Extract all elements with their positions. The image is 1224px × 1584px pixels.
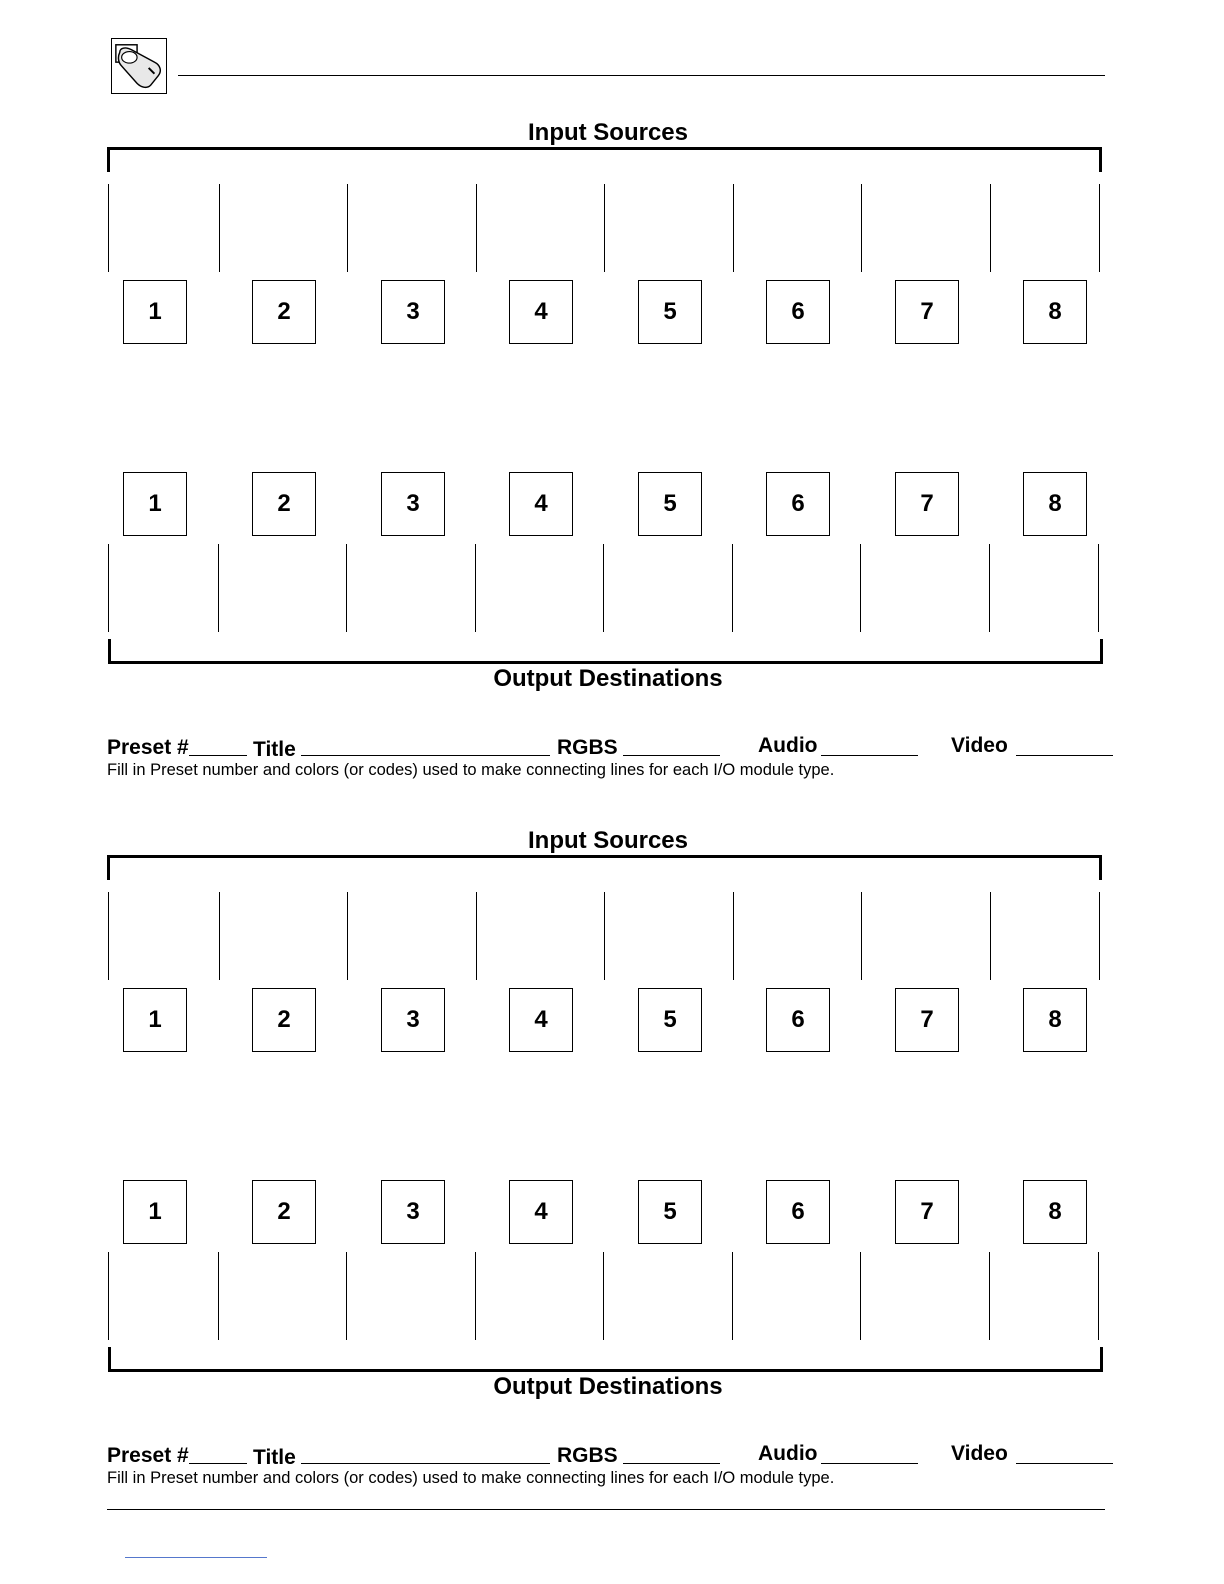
output-box: 5 bbox=[638, 1180, 702, 1244]
audio-label: Audio bbox=[758, 734, 818, 757]
input-box: 6 bbox=[766, 280, 830, 344]
input-box: 4 bbox=[509, 280, 573, 344]
title-blank[interactable] bbox=[301, 1463, 550, 1464]
preset-blank[interactable] bbox=[189, 1463, 247, 1464]
input-box: 3 bbox=[381, 988, 445, 1052]
preset-blank[interactable] bbox=[189, 755, 247, 756]
instruction-note: Fill in Preset number and colors (or codes) used to make connecting lines for each I/O module type. bbox=[107, 1469, 835, 1487]
input-line bbox=[604, 892, 605, 980]
input-line bbox=[733, 184, 734, 272]
preset-label: Preset # bbox=[107, 736, 189, 759]
output-line bbox=[603, 544, 604, 632]
rgbs-label: RGBS bbox=[557, 736, 618, 759]
hand-pointer-icon bbox=[112, 39, 166, 93]
video-label: Video bbox=[951, 734, 1008, 757]
output-destinations-title: Output Destinations bbox=[493, 1373, 723, 1400]
input-line bbox=[861, 184, 862, 272]
input-box: 8 bbox=[1023, 988, 1087, 1052]
input-line bbox=[476, 892, 477, 980]
input-sources-title: Input Sources bbox=[527, 827, 689, 854]
footer-link-underline[interactable] bbox=[125, 1557, 267, 1558]
output-box: 3 bbox=[381, 472, 445, 536]
rgbs-blank[interactable] bbox=[623, 755, 720, 756]
output-line bbox=[346, 1252, 347, 1340]
output-box: 1 bbox=[123, 1180, 187, 1244]
title-label: Title bbox=[253, 1446, 296, 1469]
input-line bbox=[108, 184, 109, 272]
output-box: 4 bbox=[509, 1180, 573, 1244]
input-box: 7 bbox=[895, 280, 959, 344]
audio-blank[interactable] bbox=[821, 1463, 918, 1464]
output-line bbox=[989, 544, 990, 632]
output-line bbox=[603, 1252, 604, 1340]
input-line bbox=[733, 892, 734, 980]
video-blank[interactable] bbox=[1016, 1463, 1113, 1464]
input-line bbox=[604, 184, 605, 272]
output-line bbox=[218, 544, 219, 632]
input-box: 3 bbox=[381, 280, 445, 344]
output-box: 4 bbox=[509, 472, 573, 536]
preset-label: Preset # bbox=[107, 1444, 189, 1467]
output-box: 5 bbox=[638, 472, 702, 536]
preset-form-row bbox=[107, 1440, 1117, 1468]
output-box: 8 bbox=[1023, 472, 1087, 536]
input-line bbox=[219, 892, 220, 980]
header-rule bbox=[178, 75, 1105, 76]
output-line bbox=[218, 1252, 219, 1340]
input-bracket bbox=[107, 855, 1102, 880]
input-box: 1 bbox=[123, 988, 187, 1052]
video-blank[interactable] bbox=[1016, 755, 1113, 756]
output-line bbox=[475, 544, 476, 632]
output-line bbox=[732, 544, 733, 632]
input-box: 5 bbox=[638, 280, 702, 344]
output-line bbox=[108, 544, 109, 632]
output-line bbox=[860, 1252, 861, 1340]
input-box: 4 bbox=[509, 988, 573, 1052]
video-label: Video bbox=[951, 1442, 1008, 1465]
output-box: 6 bbox=[766, 472, 830, 536]
output-box: 1 bbox=[123, 472, 187, 536]
audio-label: Audio bbox=[758, 1442, 818, 1465]
output-box: 8 bbox=[1023, 1180, 1087, 1244]
input-line bbox=[476, 184, 477, 272]
input-box: 1 bbox=[123, 280, 187, 344]
input-line bbox=[990, 184, 991, 272]
input-line bbox=[347, 892, 348, 980]
input-line bbox=[347, 184, 348, 272]
output-line bbox=[346, 544, 347, 632]
output-line bbox=[732, 1252, 733, 1340]
input-line bbox=[1099, 892, 1100, 980]
instruction-note: Fill in Preset number and colors (or codes) used to make connecting lines for each I/O module type. bbox=[107, 761, 835, 779]
output-line bbox=[1098, 1252, 1099, 1340]
output-line bbox=[1098, 544, 1099, 632]
audio-blank[interactable] bbox=[821, 755, 918, 756]
input-line bbox=[108, 892, 109, 980]
rgbs-label: RGBS bbox=[557, 1444, 618, 1467]
output-line bbox=[860, 544, 861, 632]
input-line bbox=[861, 892, 862, 980]
rgbs-blank[interactable] bbox=[623, 1463, 720, 1464]
input-box: 6 bbox=[766, 988, 830, 1052]
output-bracket bbox=[108, 639, 1103, 664]
output-line bbox=[475, 1252, 476, 1340]
input-box: 8 bbox=[1023, 280, 1087, 344]
input-box: 7 bbox=[895, 988, 959, 1052]
output-box: 2 bbox=[252, 1180, 316, 1244]
output-box: 2 bbox=[252, 472, 316, 536]
input-line bbox=[1099, 184, 1100, 272]
title-blank[interactable] bbox=[301, 755, 550, 756]
output-line bbox=[989, 1252, 990, 1340]
preset-form-row bbox=[107, 732, 1117, 760]
footer-rule bbox=[107, 1509, 1105, 1510]
output-box: 7 bbox=[895, 472, 959, 536]
output-bracket bbox=[108, 1347, 1103, 1372]
output-box: 6 bbox=[766, 1180, 830, 1244]
output-line bbox=[108, 1252, 109, 1340]
output-box: 3 bbox=[381, 1180, 445, 1244]
input-line bbox=[990, 892, 991, 980]
title-label: Title bbox=[253, 738, 296, 761]
input-box: 2 bbox=[252, 280, 316, 344]
input-sources-title: Input Sources bbox=[527, 119, 689, 146]
output-destinations-title: Output Destinations bbox=[493, 665, 723, 692]
input-box: 5 bbox=[638, 988, 702, 1052]
input-box: 2 bbox=[252, 988, 316, 1052]
output-box: 7 bbox=[895, 1180, 959, 1244]
input-bracket bbox=[107, 147, 1102, 172]
input-line bbox=[219, 184, 220, 272]
logo-hand-pointer-icon bbox=[111, 38, 167, 94]
